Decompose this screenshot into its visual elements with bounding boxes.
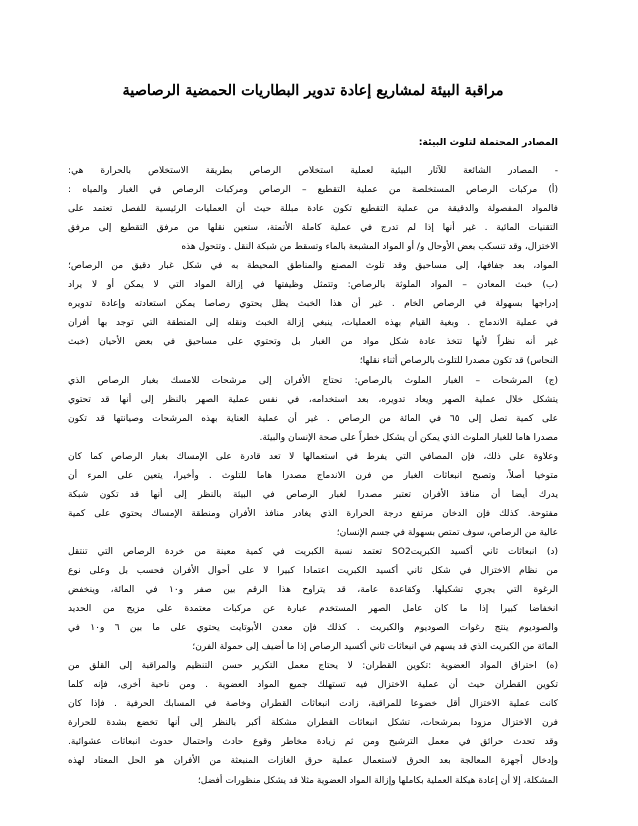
text-line: الرغوة التي يجري تشكيلها. وكقاعدة عامة، قد يتراوح هذا الرقم بين صفر و١٠ في المائة، وينخفض (68, 585, 558, 596)
text-line: المائة من الكبريت الذي قد يسهم في انبعاثات ثاني أكسيد الرصاص إذا ما أضيف إلى حمولة الفرن؛ (192, 642, 558, 653)
body-text (68, 162, 558, 791)
text-line: فرن الاختزال مزودا بمرشحات، تشكل انبعاثات القطران مشكلة أكبر بالنظر إلى أنها تخضع بشدة للحرارة (68, 718, 558, 729)
text-line: التقنيات المائية . غير أنها إذا لم تدرج في عملية كاملة الأتمتة، ستعين نقلها من مرفق التقطيع إلى مرفق (68, 223, 558, 234)
text-line: متوخيا أصلاً، وتصبح انبعاثات الغبار من فرن الاندماج مصدرا هاما للتلوث . وأخيرا، يتعين على المرء أن (68, 470, 558, 481)
text-line: (ب) خبث المعادن – المواد الملوثة بالرصاص: وتتمثل وظيفتها في إزالة المواد التي لا يمكن أو لا يراد (68, 280, 558, 291)
section-heading: المصادر المحتملة لتلوث البيئة: (418, 137, 558, 148)
document-page (68, 82, 558, 791)
text-line: النحاس) قد تكون مصدرا للتلوث بالرصاص أثناء نقلها؛ (359, 356, 558, 367)
text-line: تكوين القطران حيث أن عملية الاختزال فيه تستهلك جميع المواد العضوية . ومن ناحية أخرى، فإنه كلما (68, 680, 558, 691)
text-line: وقد تحدث حرائق في معمل الترشيح ومن ثم زيادة مخاطر وقوع حادث واحتمال حدوث انبعاثات عشوائية. (68, 737, 558, 748)
document-title: مراقبة البيئة لمشاريع إعادة تدوير البطاريات الحمضية الرصاصية (122, 82, 504, 99)
text-line: غير أنه نظراً لأنها تتخذ عادة شكل مواد من الغبار بل وتحتوي على مساحيق في بعض الأحيان (خبث (68, 337, 558, 348)
text-line: انخفاضا كبيرا إذا ما كان عامل الصهر المستخدم عبارة عن مركبات معتمدة على مزيج من الحديد (68, 604, 558, 615)
text-line: الاختزال، وقد تنسكب بعض الأوحال و/ أو المواد المشبعة بالماء وتسقط من شبكة النقل . وتتحول هذه (181, 242, 558, 253)
text-line: في عملية الاندماج . وبغية القيام بهذه العمليات، ينبغي إزالة الخبث ونقله إلى المنطقة التي توجد بها أفران (68, 318, 558, 329)
text-line: يدرك أيضا أن منافذ الأفران تعتبر مصدرا لغبار الرصاص في البيئة بالنظر إلى أنها قد تكون شبكة (68, 489, 558, 500)
text-line: (ج) المرشحات – الغبار الملوث بالرصاص: تحتاج الأفران إلى مرشحات للامسك بغبار الرصاص الذي (68, 375, 558, 386)
text-line: عالية من الرصاص، سوف تمتص بسهولة في جسم الإنسان؛ (336, 527, 558, 538)
text-line: إدراجها بسهولة في الرصاص الخام . غير أن هذا الخبث يظل يحتوي رصاصا يمكن استعادته وإعادة تدويره (68, 299, 558, 310)
text-line: مصدرا هاما للغبار الملوث الذي يمكن أن يشكل خطراً على صحة الإنسان والبيئة. (259, 432, 558, 443)
text-line: فالمواد المفصولة والدقيقة من عملية التقطيع تكون عادة مبللة حيث أن العمليات الرئيسية للفصل تعتمد على (68, 204, 558, 215)
text-line: على كمية تصل إلى ٦٥ في المائة من الرصاص . غير أن عملية العناية بهذه المرشحات وصيانتها قد تكون (68, 413, 558, 424)
text-line: المواد، بعد جفافها، إلى مساحيق وقد تلوث المصنع والمناطق المحيطة به في شكل غبار دقيق من الرصاص؛ (68, 261, 558, 272)
text-line: (أ) مركبات الرصاص المستخلصة من عملية التقطيع – الرصاص ومركبات الرصاص في الغبار والمياه : (68, 185, 558, 196)
text-line: كانت عملية الاختزال أقل خضوعا للمراقبة، زادت انبعاثات القطران وخاصة في المسابك الحرفية . فإذا كان (68, 699, 558, 710)
text-line: - المصادر الشائعة للآثار البيئية لعملية استخلاص الرصاص بطريقة الاستخلاص بالحرارة هي: (68, 166, 558, 176)
text-line: وعلاوة على ذلك، فإن المصافي التي يفرط في استعمالها لا تعد قادرة على الإمساك بغبار الرصاص كما كان (68, 451, 558, 462)
text-line: من نظام الاختزال في شكل ثاني أكسيد الكبريت اعتمادا كبيرا لا على أحوال الأفران فحسب بل وعلى نوع (68, 565, 558, 576)
text-line: المشكلة، إلا أن إعادة هيكلة العملية بكاملها وإزالة المواد العضوية مثلا قد يشكل منظورات أفضل؛ (197, 775, 558, 786)
text-line: مفتوحة. كذلك فإن الدخان مرتفع درجة الحرارة الذي يغادر منافذ الأفران ومنطقة الإمساك يحتوي على كمية (68, 508, 558, 519)
text-line: يتشكل خلال عملية الصهر ويعاد تدويره، بعد استخدامه، في نفس عملية الصهر بالنظر إلى أنها قد تحتوي (68, 394, 558, 405)
text-line: وإدخال أجهزة المعالجة بعد الحرق لاستعمال عملية حرق الغازات المنبعثة من الأفران هو الحل المعتاد لهذه (68, 756, 558, 767)
text-line: (د) انبعاثات ثاني أكسيد الكبريتSO2 تعتمد نسبة الكبريت في كمية معينة من خردة الرصاص التي تنتقل (68, 546, 558, 557)
text-line: والصوديوم ينتج رغوات الصوديوم والكبريت . كذلك فإن معدن الأبوتايت يحتوي على ما بين ٦ و١٠ في (68, 623, 558, 634)
text-line: (ه) احتراق المواد العضوية :تكوين القطران: لا يحتاج معمل التكرير حسن التنظيم والمراقبة إلى القلق من (68, 661, 558, 672)
